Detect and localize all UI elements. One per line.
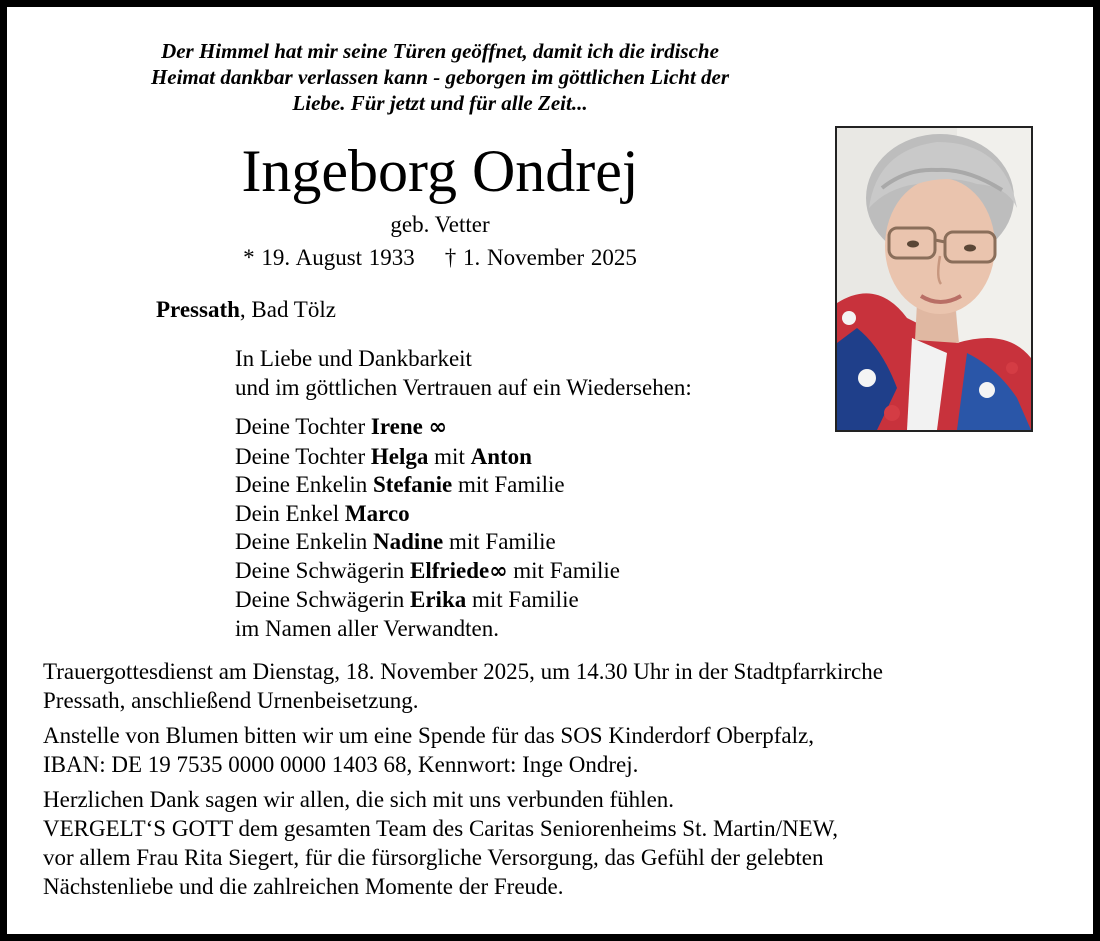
death-date: 1. November 2025 xyxy=(463,245,637,270)
mourners-intro-1: In Liebe und Dankbarkeit xyxy=(235,346,472,371)
quote-line-3: Liebe. Für jetzt und für alle Zeit... xyxy=(292,91,588,115)
portrait-photo xyxy=(835,126,1033,432)
relative-line: Deine Enkelin Nadine mit Familie xyxy=(235,529,556,554)
opening-quote xyxy=(60,38,820,116)
relative-line: Deine Tochter Helga mit Anton xyxy=(235,443,532,469)
life-dates xyxy=(130,242,750,274)
mourners-closing: im Namen aller Verwandten. xyxy=(235,615,499,641)
maiden-name: geb. Vetter xyxy=(390,212,490,237)
notices-block xyxy=(43,657,883,907)
place-primary: Pressath xyxy=(156,297,240,322)
places xyxy=(156,294,336,326)
relative-line: Dein Enkel Marco xyxy=(235,500,410,526)
donation-notice: Anstelle von Blumen bitten wir um eine Spende für das SOS Kinderdorf Oberpfalz, IBAN: DE 19 7535 0000 0000 1403 68, Kennwort: Inge Ondrej. xyxy=(43,723,814,777)
portrait-illustration xyxy=(837,128,1031,430)
relative-line: Deine Enkelin Stefanie mit Familie xyxy=(235,472,565,497)
place-secondary: , Bad Tölz xyxy=(239,297,336,322)
quote-line-1: Der Himmel hat mir seine Türen geöffnet, damit ich die irdische xyxy=(161,39,719,63)
mourners-intro-2: und im göttlichen Vertrauen auf ein Wiedersehen: xyxy=(235,374,692,400)
relative-line: Deine Schwägerin Erika mit Familie xyxy=(235,587,579,612)
service-notice: Trauergottesdienst am Dienstag, 18. November 2025, um 14.30 Uhr in der Stadtpfarrkirche Pressath, anschließend Urnenbeisetzung. xyxy=(43,659,883,713)
thanks-notice: Herzlichen Dank sagen wir allen, die sich mit uns verbunden fühlen. VERGELT‘S GOTT dem gesamten Team des Caritas Seniorenheims St. Martin/NEW, vor allem Frau Rita Siegert, für die fürsorgliche Versorgung, das Gefühl der gelebten Nächstenliebe und die zahlreichen Momente der Freude. xyxy=(43,787,838,899)
relative-line: Deine Schwägerin Elfriede∞ mit Familie xyxy=(235,557,620,584)
deceased-name: Ingeborg Ondrej xyxy=(241,138,639,204)
birth-symbol: * xyxy=(243,245,255,270)
quote-line-2: Heimat dankbar verlassen kann - geborgen im göttlichen Licht der xyxy=(150,65,730,89)
infinity-icon: ∞ xyxy=(428,415,447,440)
infinity-icon: ∞ xyxy=(489,558,508,584)
birth-date: 19. August 1933 xyxy=(261,245,415,270)
mourners-block xyxy=(235,345,692,643)
death-symbol: † xyxy=(444,245,457,270)
relative-line: Deine Tochter Irene ∞ xyxy=(235,414,447,440)
